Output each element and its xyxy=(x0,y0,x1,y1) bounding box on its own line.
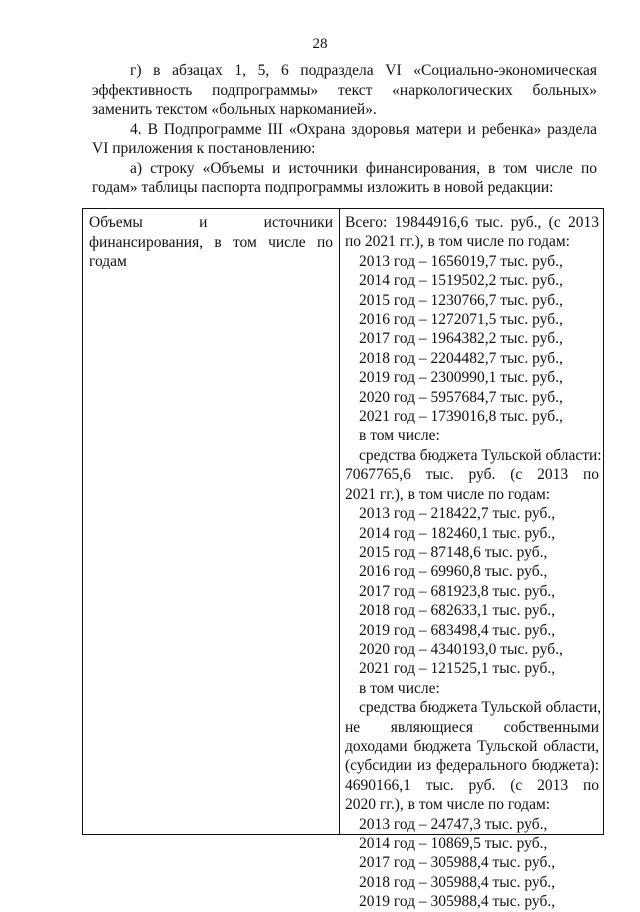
regional-line-3: 2021 гг.), в том числе по годам: xyxy=(345,485,551,503)
page-number: 28 xyxy=(312,36,328,52)
regional-year-2017: 2017 год – 681923,8 тыс. руб., xyxy=(359,582,556,600)
intro-text xyxy=(92,61,597,198)
table-column-divider xyxy=(339,209,340,834)
regional-year-2020: 2020 год – 4340193,0 тыс. руб., xyxy=(359,640,563,658)
regional-year-2016: 2016 год – 69960,8 тыс. руб., xyxy=(359,563,548,581)
federal-line-1: средства бюджета Тульской области, xyxy=(359,699,602,717)
federal-line-2: не являющиеся собственными xyxy=(345,718,599,736)
federal-line-5: 4690166,1 тыс. руб. (с 2013 по xyxy=(345,776,599,794)
total-year-2017: 2017 год – 1964382,2 тыс. руб., xyxy=(359,330,563,348)
funding-table xyxy=(82,208,604,911)
federal-year-2018: 2018 год – 305988,4 тыс. руб., xyxy=(359,873,556,891)
table-row-label: Объемы и источники финансирования, в том числе по годам xyxy=(89,214,333,270)
federal-year-2017: 2017 год – 305988,4 тыс. руб., xyxy=(359,854,556,872)
total-year-2014: 2014 год – 1519502,2 тыс. руб., xyxy=(359,272,563,290)
federal-line-6: 2020 гг.), в том числе по годам: xyxy=(345,796,551,814)
regional-year-2014: 2014 год – 182460,1 тыс. руб., xyxy=(359,524,556,542)
federal-line-3: доходами бюджета Тульской области, xyxy=(345,737,599,755)
regional-year-2018: 2018 год – 682633,1 тыс. руб., xyxy=(359,602,556,620)
total-year-2021: 2021 год – 1739016,8 тыс. руб., xyxy=(359,408,563,426)
total-year-2015: 2015 год – 1230766,7 тыс. руб., xyxy=(359,291,563,309)
table-row-value xyxy=(345,213,602,912)
total-year-2019: 2019 год – 2300990,1 тыс. руб., xyxy=(359,369,563,387)
regional-line-2: 7067765,6 тыс. руб. (с 2013 по xyxy=(345,466,599,484)
federal-year-2013: 2013 год – 24747,3 тыс. руб., xyxy=(359,815,548,833)
federal-year-2019: 2019 год – 305988,4 тыс. руб., xyxy=(359,893,556,911)
regional-year-2019: 2019 год – 683498,4 тыс. руб., xyxy=(359,621,556,639)
intro-paragraph-4: 4. В Подпрограмме III «Охрана здоровья матери и ребенка» раздела VI приложения к постановлению: xyxy=(92,120,597,157)
regional-year-2015: 2015 год – 87148,6 тыс. руб., xyxy=(359,543,548,561)
intro-paragraph-a: а) строку «Объемы и источники финансирования, в том числе по годам» таблицы паспорта подпрограммы изложить в новой редакции: xyxy=(92,159,597,196)
including-label-1: в том числе: xyxy=(359,427,440,445)
total-line-1: Всего: 19844916,6 тыс. руб., (с 2013 xyxy=(345,214,599,231)
total-year-2018: 2018 год – 2204482,7 тыс. руб., xyxy=(359,349,563,367)
federal-line-4: (субсидии из федерального бюджета): xyxy=(345,757,599,775)
regional-year-2013: 2013 год – 218422,7 тыс. руб., xyxy=(359,505,556,523)
regional-line-1: средства бюджета Тульской области: xyxy=(359,446,602,464)
total-year-2020: 2020 год – 5957684,7 тыс. руб., xyxy=(359,388,563,406)
intro-paragraph-g: г) в абзацах 1, 5, 6 подраздела VI «Социально-экономическая эффективность подпрограммы» текст «наркологических больных» заменить текстом «больных наркоманией». xyxy=(92,62,597,118)
federal-year-2014: 2014 год – 10869,5 тыс. руб., xyxy=(359,835,548,852)
total-year-2016: 2016 год – 1272071,5 тыс. руб., xyxy=(359,311,563,329)
total-year-2013: 2013 год – 1656019,7 тыс. руб., xyxy=(359,252,563,270)
total-line-2: по 2021 гг.), в том числе по годам: xyxy=(345,233,570,251)
including-label-2: в том числе: xyxy=(359,679,440,697)
regional-year-2021: 2021 год – 121525,1 тыс. руб., xyxy=(359,660,556,678)
